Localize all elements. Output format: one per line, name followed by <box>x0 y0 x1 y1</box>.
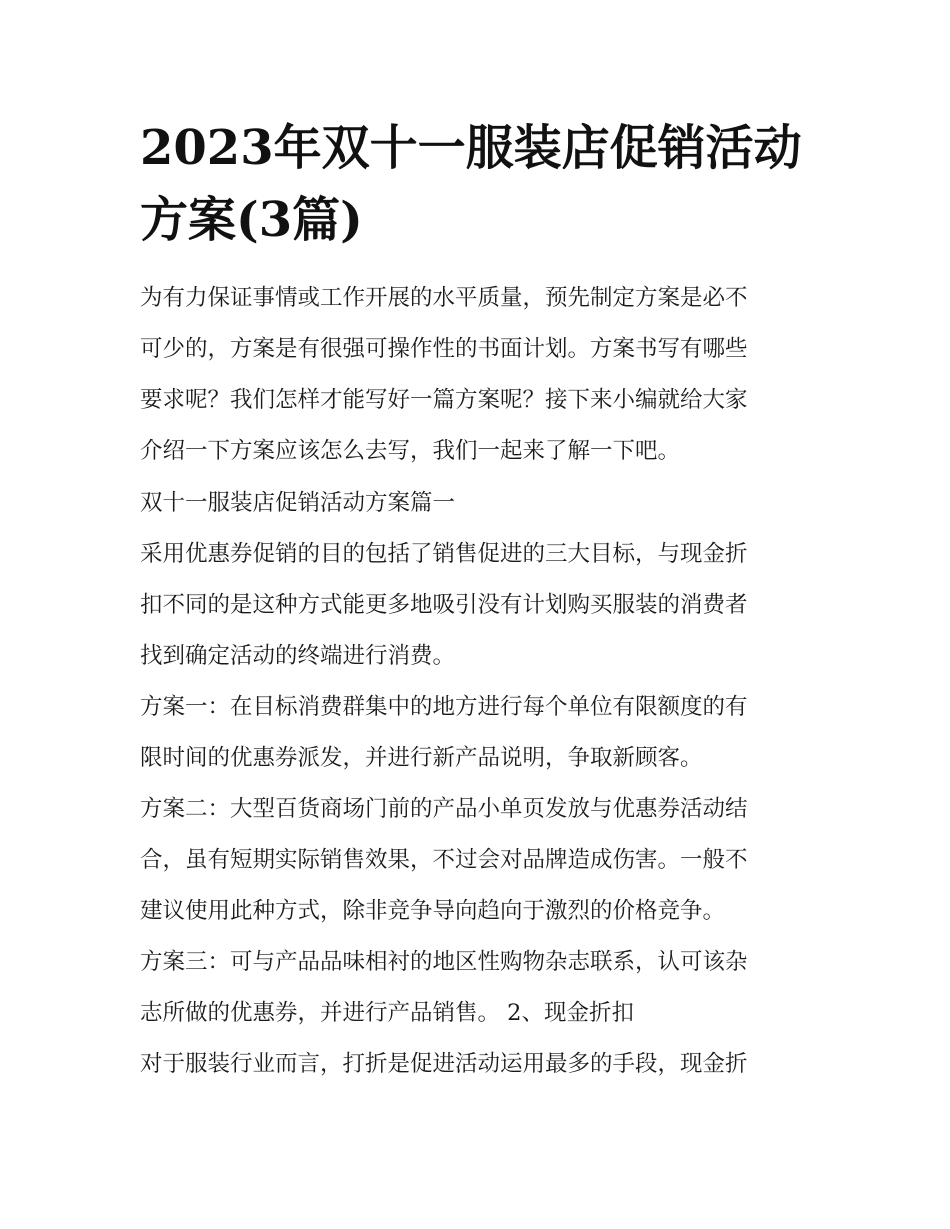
text-line: 建议使用此种方式，除非竞争导向趋向于激烈的价格竞争。 <box>140 898 726 924</box>
text-line: 找到确定活动的终端进行消费。 <box>140 643 456 669</box>
text-line: 介绍一下方案应该怎么去写，我们一起来了解一下吧。 <box>140 438 681 464</box>
title-line: 2023年双十一服装店促销活动 <box>140 120 802 176</box>
section-heading <box>140 478 820 529</box>
text-line: 方案二：大型百货商场门前的产品小单页发放与优惠券活动结 <box>140 796 748 822</box>
paragraph-intro <box>140 273 820 477</box>
text-line: 为有力保证事情或工作开展的水平质量，预先制定方案是必不 <box>140 285 748 311</box>
paragraph-cash-discount <box>140 1039 820 1090</box>
text-line: 方案一：在目标消费群集中的地方进行每个单位有限额度的有 <box>140 694 748 720</box>
paragraph-coupon-intro <box>140 529 820 682</box>
text-line: 方案三：可与产品品味相衬的地区性购物杂志联系，认可该杂 <box>140 949 748 975</box>
text-line: 双十一服装店促销活动方案篇一 <box>140 490 456 516</box>
text-line: 对于服装行业而言，打折是促进活动运用最多的手段，现金折 <box>140 1051 748 1077</box>
paragraph-plan-three <box>140 937 820 1039</box>
title-line: 方案(3篇) <box>140 192 363 248</box>
text-line: 要求呢？我们怎样才能写好一篇方案呢？接下来小编就给大家 <box>140 387 748 413</box>
text-line: 限时间的优惠券派发，并进行新产品说明，争取新顾客。 <box>140 745 703 771</box>
paragraph-plan-one <box>140 682 820 784</box>
text-line: 可少的，方案是有很强可操作性的书面计划。方案书写有哪些 <box>140 336 748 362</box>
paragraph-plan-two <box>140 784 820 937</box>
text-line: 采用优惠券促销的目的包括了销售促进的三大目标，与现金折 <box>140 541 748 567</box>
document-title <box>140 112 840 256</box>
text-line: 扣不同的是这种方式能更多地吸引没有计划购买服装的消费者 <box>140 592 748 618</box>
text-line: 志所做的优惠券，并进行产品销售。 2、现金折扣 <box>140 1000 634 1026</box>
text-line: 合，虽有短期实际销售效果，不过会对品牌造成伤害。一般不 <box>140 847 748 873</box>
